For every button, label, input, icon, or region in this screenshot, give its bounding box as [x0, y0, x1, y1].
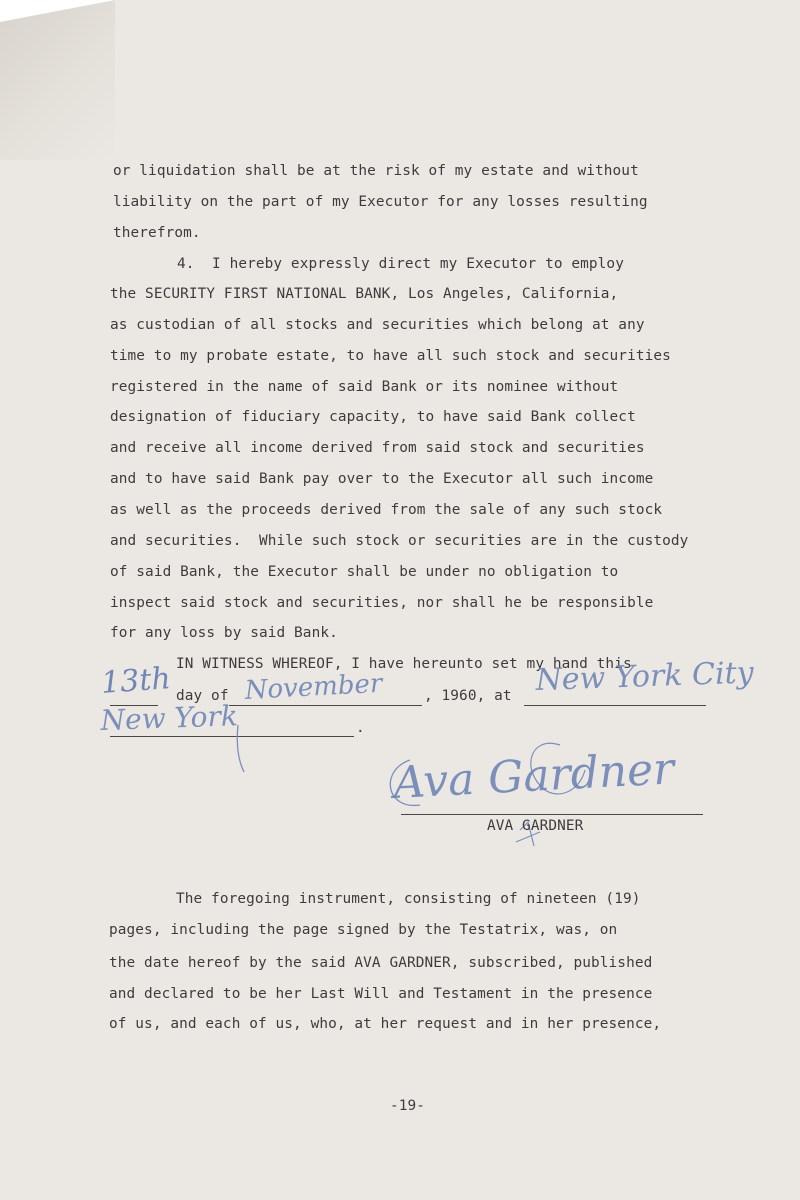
text-line: The foregoing instrument, consisting of nineteen (19): [176, 891, 641, 907]
text-line: and securities. While such stock or securities are in the custody: [110, 533, 689, 549]
text-line: time to my probate estate, to have all such stock and securities: [110, 348, 671, 364]
text-line: designation of fiduciary capacity, to have said Bank collect: [110, 409, 636, 425]
text-line: and receive all income derived from said stock and securities: [110, 440, 645, 456]
text-line: and declared to be her Last Will and Testament in the presence: [109, 986, 653, 1002]
place-blank-line: [524, 705, 706, 706]
text-line: inspect said stock and securities, nor shall he be responsible: [110, 595, 654, 611]
text-line: and to have said Bank pay over to the Executor all such income: [110, 471, 654, 487]
text-line: as well as the proceeds derived from the sale of any such stock: [110, 502, 663, 518]
handwritten-place-2: New York: [100, 699, 239, 737]
text-line: or liquidation shall be at the risk of my estate and without: [113, 163, 639, 179]
text-line: pages, including the page signed by the Testatrix, was, on: [109, 922, 618, 938]
period: .: [356, 720, 365, 736]
page-number: -19-: [390, 1098, 426, 1114]
handwritten-place-1: New York City: [535, 655, 755, 698]
text-line: therefrom.: [113, 225, 201, 241]
handwritten-day: 13th: [100, 661, 172, 701]
handwritten-month: November: [244, 668, 383, 706]
text-line: for any loss by said Bank.: [110, 625, 338, 641]
day-of-label: day of: [176, 688, 229, 704]
text-line: the SECURITY FIRST NATIONAL BANK, Los Angeles, California,: [110, 286, 619, 302]
witness-line: IN WITNESS WHEREOF, I have hereunto set my hand this: [176, 656, 632, 672]
text-line: the date hereof by the said AVA GARDNER, subscribed, published: [109, 955, 653, 971]
text-line: liability on the part of my Executor for any losses resulting: [113, 194, 648, 210]
signatory-name: AVA GARDNER: [487, 818, 584, 834]
year-at-label: , 1960, at: [424, 688, 512, 704]
text-line: 4. I hereby expressly direct my Executor to employ: [177, 256, 624, 272]
signature-line: [401, 814, 703, 815]
text-line: as custodian of all stocks and securities which belong at any: [110, 317, 645, 333]
place-blank-line-2: [110, 736, 354, 737]
signature-handwritten: Ava Gardner: [392, 743, 676, 809]
text-line: of said Bank, the Executor shall be under no obligation to: [110, 564, 619, 580]
text-line: registered in the name of said Bank or its nominee without: [110, 379, 619, 395]
text-line: of us, and each of us, who, at her request and in her presence,: [109, 1016, 662, 1032]
